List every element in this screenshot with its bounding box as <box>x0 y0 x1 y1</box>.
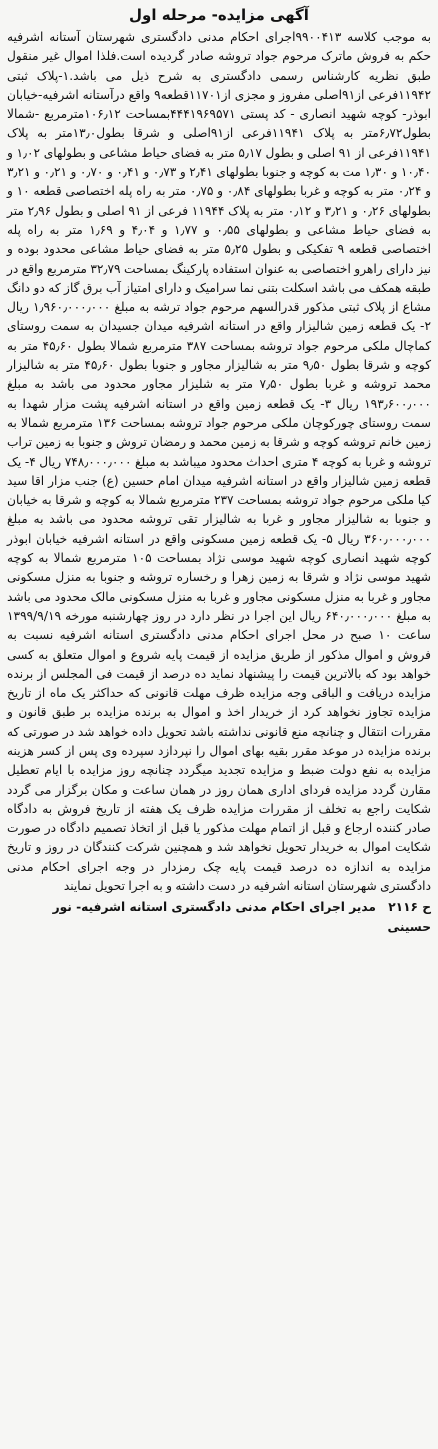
notice-body: به موجب کلاسه ۹۹۰۰۴۱۳اجرای احکام مدنی دادگستری شهرستان آستانه اشرفیه حکم به فروش ماترک مرحوم جواد تروشه صادر گردیده است.فلذا اموال غیر منقول طبق نظریه کارشناس رسمی دادگستری به شرح ذیل می باشد.۱-پلاک ثبتی ۱۱۹۴۲فرعی از۹۱اصلی مفروز و مجزی از۱۱۷۰۱قطعه۹ واقع درآستانه اشرفیه-خیابان ابوذر- کوچه شهید انصاری - کد پستی ۴۴۴۱۹۶۹۵۷۱بمساحت ۱۰۶٫۱۲مترمربع -شمالا بطول۶٫۷۲متر به پلاک ۱۱۹۴۱فرعی از۹۱اصلی و شرقا بطول۱۳٫۰متر به پلاک ۱۱۹۴۱فرعی از ۹۱ اصلی و بطول ۵٫۱۷ متر به فضای حیاط مشاعی و بطولهای ۱٫۰۲ و ۱۰٫۴۰ و ۱٫۳۰ مت به کوچه و جنوبا بطولهای ۲٫۴۱ و ۰٫۷۳ و ۰٫۴۱ و ۰٫۷۰ و ۰٫۲۱ و ۳٫۲۱ و ۰٫۲۴ متر به کوچه و غربا بطولهای ۰٫۸۴ و ۰٫۷۵ متر به راه پله اختصاصی قطعه ۱۰ و بطولهای ۰٫۲۶ و ۳٫۲۱ و ۰٫۱۲ متر به پلاک ۱۱۹۴۴ فرعی از ۹۱ اصلی و بطول ۲٫۹۶ متر به فضای حیاط مشاعی و بطولهای ۰٫۵۵ و ۱٫۷۷ و ۴٫۰۴ و ۱٫۶۹ متر به راه پله اختصاصی قطعه ۹ تفکیکی و بطول ۵٫۲۵ متر به فضای حیاط مشاعی محدود بوده و نیز دارای راهرو اختصاصی به عنوان استفاده پارکینگ بمساحت ۳۲٫۷۹ مترمربع واقع در طبقه همکف می باشد اسکلت بتنی نما سرامیک و دارای امتیاز آب برق گاز که دو دانگ مشاع از پلاک ثبتی مذکور قدرالسهم مرحوم جواد ترشه به مبلغ ۱٫۹۶۰٫۰۰۰٫۰۰۰ ریال ۲- یک قطعه زمین شالیزار واقع در استانه اشرفیه میدان جسیدان به سمت روستای کماچال ملکی مرحوم جواد تروشه بمساحت ۳۸۷ مترمربع شمالا بطول ۴۵٫۶۰ متر به کوچه و شرقا بطول ۹٫۵۰ متر به شالیزار مجاور و جنوبا بطول ۴۵٫۶۰ متر به شالیزار محمد تروشه و غربا بطول ۷٫۵۰ متر به شلیزار مجاور محدود می باشد به مبلغ ۱۹۳٫۶۰۰٫۰۰۰ ریال ۳- یک قطعه زمین واقع در استانه اشرفیه پشت مزار شهدا به سمت روستای چورکوچان ملکی مرحوم جواد تروشه بمساحت ۱۳۶ مترمربع شمالا به زمین خانم تروشه کوچه و شرقا به زمین محمد و رمضان تروش و جنوبا به زمین تراب تروشه و غربا به کوچه ۴ متری احداث محدود میباشد به مبلغ ۷۴۸٫۰۰۰٫۰۰۰ ریال ۴- یک قطعه زمین شالیزار واقع در استانه اشرفیه میدان امام حسین (ع) جنب مزار اقا سید کیا ملکی مرحوم جواد تروشه بمساحت ۲۳۷ مترمربع شمالا به کوچه و شرقا به خیابان و جنوبا به شالیزار مجاور و غربا به شالیزار تقی تروشه محدود می باشد به مبلغ ۳۶۰٫۰۰۰٫۰۰۰ ریال ۵- یک قطعه زمین مسکونی واقع در استانه اشرفیه خیابان ابوذر کوچه شهید انصاری کوچه شهید موسی نژاد بمساحت ۱۰۵ مترمربع شمالا به کوچه شهید موسی نژاد و شرقا به زمین زهرا و رخساره تروشه و جنوبا به منزل مسکونی مجاور و غربا به منزل مسکونی مجاور و غربا به منزل مسکونی مالک محدود می باشد به مبلغ ۶۴۰٫۰۰۰٫۰۰۰ ریال این اجرا در نظر دارد در روز چهارشنبه مورخه ۱۳۹۹/۹/۱۹ ساعت ۱۰ صبح در محل اجرای احکام مدنی دادگستری استانه اشرفیه نسبت به فروش و اموال مذکور از طریق مزایده از قیمت پایه شروع و اموال متعلق به کسی خواهد بود که بالاترین قیمت را پیشنهاد نماید ده درصد از قیمت فی المجلس از برنده مزایده دریافت و الباقی وجه مزایده ظرف مهلت قانونی که حداکثر یک ماه از تاریخ مزایده تجاوز نخواهد کرد از خریدار اخذ و اموال به برنده مزایده بر طبق قانون و مقررات انتقال و چنانچه منع قانونی نداشته باشد تحویل داده خواهد شد در صورتی که برنده مزایده در موعد مقرر بقیه بهای اموال را نپردازد سپرده وی پس از کسر هزینه مزایده به نفع دولت ضبط و مزایده تجدید میگردد چنانچه روز مزایده با ایام تعطیل مقارن گردد مزایده فردای اداری همان روز در همان ساعت و مکان برگزار می گردد شکایت راجع به تخلف از مقررات مزایده ظرف یک هفته از تاریخ فروش به دادگاه صادر کننده ارجاع و قبل از اتمام مهلت مذکور یا قبل از اتخاذ تصمیم دادگاه در صورت شکایت اموال به خریدار تحویل نخواهد شد و همچنین شرکت کنندگان در روز و تاریخ مزایده به اندازه ده درصد قیمت پایه چک رمزدار در وجه اجرای احکام مدنی دادگستری شهرستان استانه اشرفیه در دست داشته و به اجرا تحویل نمایند <box>7 30 432 894</box>
notice-footer <box>7 898 431 937</box>
notice-signature: مدیر اجرای احکام مدنی دادگستری استانه اشرفیه- نور حسینی <box>52 900 431 934</box>
notice-title: آگهی مزایده- مرحله اول <box>129 6 309 24</box>
notice-reference: ح ۲۱۱۶ <box>388 900 431 915</box>
